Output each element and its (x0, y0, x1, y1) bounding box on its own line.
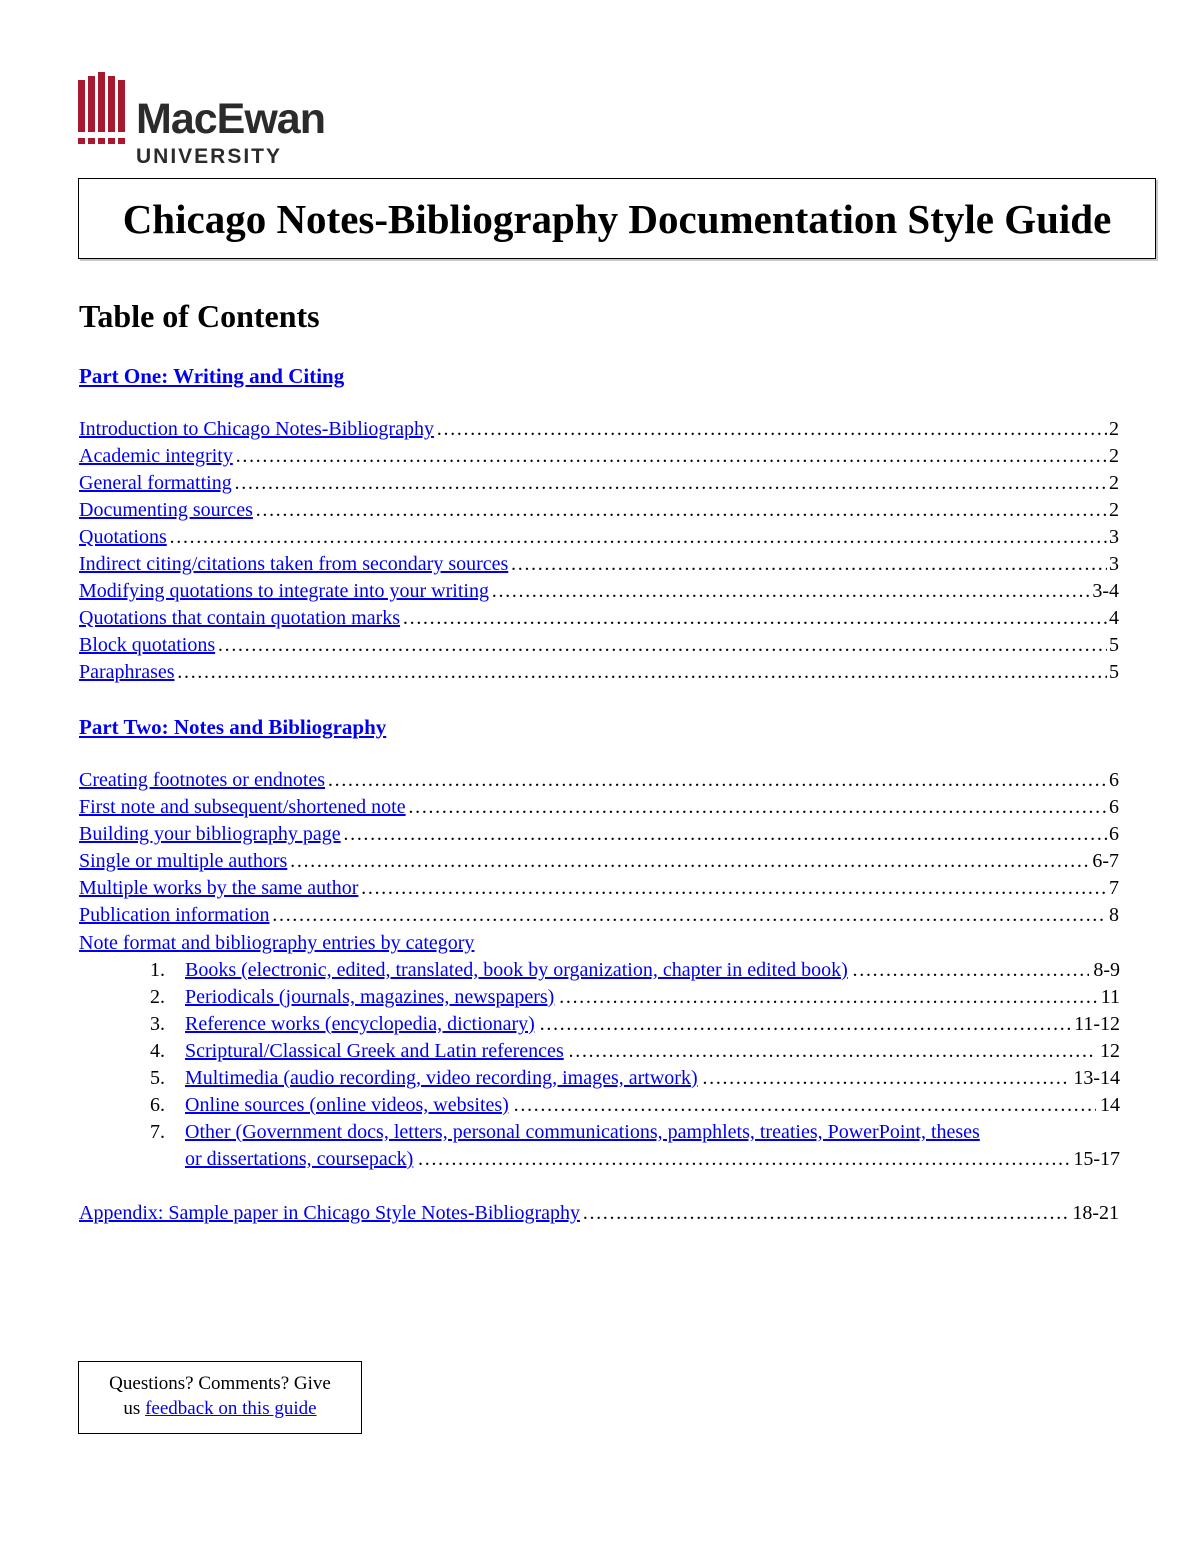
toc-link[interactable]: Building your bibliography page (79, 823, 341, 845)
toc-heading: Table of Contents (79, 298, 320, 334)
toc-link[interactable]: Indirect citing/citations taken from secondary sources (79, 553, 509, 575)
leader-dots (436, 418, 1107, 441)
leader-dots (169, 526, 1107, 549)
toc-link[interactable]: First note and subsequent/shortened note (79, 796, 406, 818)
page-number: 3 (1109, 526, 1119, 548)
category-entry (150, 959, 1120, 986)
feedback-link[interactable]: feedback on this guide (145, 1398, 317, 1419)
page-number: 18-21 (1072, 1202, 1119, 1224)
toc-link[interactable]: Introduction to Chicago Notes-Bibliography (79, 418, 434, 440)
category-link[interactable]: Multimedia (audio recording, video recording, images, artwork) (185, 1067, 698, 1089)
toc-entry (79, 769, 1119, 796)
page-number: 11 (1100, 986, 1120, 1008)
logo-name: MacEwan (136, 95, 325, 143)
leader-dots (255, 499, 1107, 522)
page-number: 11-12 (1074, 1013, 1120, 1035)
category-link[interactable]: Other (Government docs, letters, personal communications, pamphlets, treaties, PowerPoint, theses (185, 1121, 980, 1143)
toc-entry (79, 553, 1119, 580)
leader-dots (360, 877, 1107, 900)
leader-dots (582, 1202, 1070, 1225)
toc-link[interactable]: Academic integrity (79, 445, 233, 467)
leader-dots (234, 472, 1107, 495)
category-heading-link[interactable]: Note format and bibliography entries by category (79, 932, 475, 954)
toc-entry (79, 661, 1119, 688)
toc-link[interactable]: Creating footnotes or endnotes (79, 769, 326, 791)
list-number: 5. (150, 1067, 165, 1089)
category-link[interactable]: Online sources (online videos, websites) (185, 1094, 509, 1116)
page-number: 13-14 (1073, 1067, 1120, 1089)
leader-dots (513, 1094, 1096, 1117)
leader-dots (177, 661, 1107, 684)
page-number: 3 (1109, 553, 1119, 575)
toc-entry (79, 877, 1119, 904)
toc-entry (79, 526, 1119, 553)
leader-dots (491, 580, 1090, 603)
page-number: 15-17 (1073, 1148, 1120, 1170)
feedback-prefix: us (123, 1398, 146, 1419)
leader-dots (852, 959, 1090, 982)
toc-link[interactable]: Modifying quotations to integrate into your writing (79, 580, 489, 602)
toc-link[interactable]: Publication information (79, 904, 270, 926)
toc-entry (79, 796, 1119, 823)
category-entry (150, 1094, 1120, 1121)
list-number: 6. (150, 1094, 165, 1116)
page-number: 4 (1109, 607, 1119, 629)
leader-dots (217, 634, 1107, 657)
category-entry (150, 1121, 1120, 1148)
leader-dots (510, 553, 1107, 576)
page-number: 2 (1109, 472, 1119, 494)
toc-entry (79, 472, 1119, 499)
list-number: 7. (150, 1121, 165, 1143)
feedback-line-2 (79, 1396, 361, 1421)
toc-link[interactable]: General formatting (79, 472, 232, 494)
leader-dots (235, 445, 1107, 468)
list-number: 4. (150, 1040, 165, 1062)
list-number: 1. (150, 959, 165, 981)
feedback-box (78, 1361, 362, 1434)
leader-dots (417, 1148, 1069, 1171)
page-number: 6 (1109, 769, 1119, 791)
category-link[interactable]: Reference works (encyclopedia, dictionary) (185, 1013, 535, 1035)
category-link[interactable]: Scriptural/Classical Greek and Latin references (185, 1040, 564, 1062)
toc-entry (79, 850, 1119, 877)
toc-entry (79, 445, 1119, 472)
category-entry-continued (185, 1148, 1120, 1175)
category-entry (150, 1040, 1120, 1067)
leader-dots (343, 823, 1107, 846)
page-number: 8 (1109, 904, 1119, 926)
toc-entry (79, 418, 1119, 445)
leader-dots (402, 607, 1107, 630)
page-number: 3-4 (1092, 580, 1119, 602)
appendix-entry (79, 1202, 1119, 1229)
category-entry (150, 1013, 1120, 1040)
toc-entry (79, 580, 1119, 607)
toc-entry (79, 499, 1119, 526)
document-title: Chicago Notes-Bibliography Documentation Style Guide (122, 196, 1112, 242)
toc-entry (79, 904, 1119, 931)
macewan-bars-icon (78, 70, 128, 150)
toc-link[interactable]: Quotations (79, 526, 167, 548)
page-number: 6 (1109, 823, 1119, 845)
list-number: 2. (150, 986, 165, 1008)
toc-link[interactable]: Single or multiple authors (79, 850, 288, 872)
part-one-heading (79, 364, 344, 389)
toc-entry (79, 823, 1119, 850)
part-two-link[interactable]: Part Two: Notes and Bibliography (79, 715, 387, 739)
page-number: 8-9 (1093, 959, 1120, 981)
page-number: 2 (1109, 418, 1119, 440)
logo-subtitle: UNIVERSITY (136, 145, 283, 168)
appendix-link[interactable]: Appendix: Sample paper in Chicago Style Notes-Bibliography (79, 1202, 581, 1224)
macewan-logo (78, 70, 348, 168)
toc-link[interactable]: Quotations that contain quotation marks (79, 607, 401, 629)
list-number: 3. (150, 1013, 165, 1035)
leader-dots (539, 1013, 1070, 1036)
toc-entry (79, 634, 1119, 661)
page-number: 12 (1100, 1040, 1120, 1062)
category-link[interactable]: Periodicals (journals, magazines, newspapers) (185, 986, 555, 1008)
page-number: 7 (1109, 877, 1119, 899)
toc-link[interactable]: Documenting sources (79, 499, 253, 521)
leader-dots (408, 796, 1107, 819)
category-entry (150, 1067, 1120, 1094)
category-link[interactable]: or dissertations, coursepack) (185, 1148, 414, 1170)
leader-dots (558, 986, 1096, 1009)
part-one-link[interactable]: Part One: Writing and Citing (79, 364, 345, 388)
feedback-text: Questions? Comments? Give (109, 1373, 331, 1394)
page-number: 2 (1109, 499, 1119, 521)
page-number: 6-7 (1092, 850, 1119, 872)
leader-dots (327, 769, 1107, 792)
part-two-heading (79, 715, 386, 740)
page-number: 5 (1109, 634, 1119, 656)
leader-dots (272, 904, 1107, 927)
page-number: 6 (1109, 796, 1119, 818)
category-entry (150, 986, 1120, 1013)
toc-link[interactable]: Paraphrases (79, 661, 175, 683)
leader-dots (702, 1067, 1070, 1090)
page-number: 5 (1109, 661, 1119, 683)
toc-entry (79, 607, 1119, 634)
leader-dots (568, 1040, 1096, 1063)
page-number: 14 (1100, 1094, 1120, 1116)
page-number: 2 (1109, 445, 1119, 467)
title-box (78, 178, 1156, 259)
toc-link[interactable]: Block quotations (79, 634, 216, 656)
category-link[interactable]: Books (electronic, edited, translated, book by organization, chapter in edited book) (185, 959, 848, 981)
category-heading (79, 932, 474, 955)
leader-dots (289, 850, 1090, 873)
toc-link[interactable]: Multiple works by the same author (79, 877, 359, 899)
